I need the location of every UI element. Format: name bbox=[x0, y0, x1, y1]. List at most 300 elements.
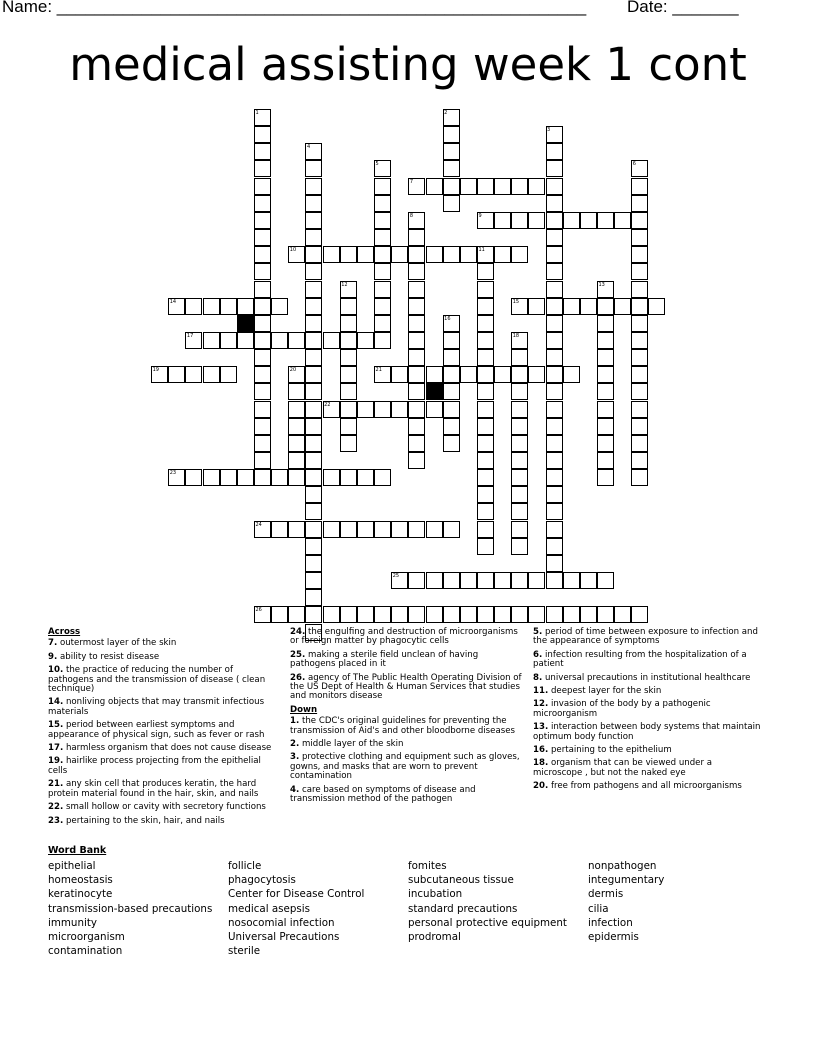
grid-cell[interactable] bbox=[237, 469, 254, 486]
grid-cell[interactable] bbox=[357, 469, 374, 486]
grid-cell[interactable] bbox=[494, 246, 511, 263]
grid-cell[interactable] bbox=[597, 212, 614, 229]
grid-cell[interactable] bbox=[511, 366, 528, 383]
grid-cell[interactable] bbox=[511, 178, 528, 195]
grid-cell[interactable] bbox=[408, 435, 425, 452]
grid-cell[interactable] bbox=[511, 401, 528, 418]
grid-cell[interactable] bbox=[443, 246, 460, 263]
grid-cell[interactable] bbox=[357, 332, 374, 349]
grid-cell[interactable] bbox=[340, 383, 357, 400]
grid-cell[interactable] bbox=[477, 469, 494, 486]
grid-cell[interactable] bbox=[528, 572, 545, 589]
grid-cell[interactable] bbox=[546, 298, 563, 315]
grid-cell[interactable] bbox=[631, 281, 648, 298]
grid-cell[interactable] bbox=[254, 263, 271, 280]
grid-cell[interactable] bbox=[580, 572, 597, 589]
grid-cell[interactable] bbox=[254, 212, 271, 229]
grid-cell[interactable] bbox=[271, 298, 288, 315]
grid-cell[interactable] bbox=[631, 435, 648, 452]
grid-cell[interactable] bbox=[631, 246, 648, 263]
grid-cell[interactable] bbox=[511, 538, 528, 555]
grid-cell[interactable] bbox=[614, 606, 631, 623]
grid-cell[interactable] bbox=[391, 521, 408, 538]
grid-cell[interactable] bbox=[631, 349, 648, 366]
grid-cell[interactable] bbox=[408, 246, 425, 263]
grid-cell[interactable] bbox=[580, 212, 597, 229]
grid-cell[interactable] bbox=[408, 315, 425, 332]
grid-cell[interactable] bbox=[408, 332, 425, 349]
grid-cell[interactable] bbox=[374, 281, 391, 298]
grid-cell[interactable] bbox=[477, 521, 494, 538]
grid-cell[interactable] bbox=[494, 178, 511, 195]
grid-cell[interactable] bbox=[185, 298, 202, 315]
grid-cell[interactable] bbox=[477, 332, 494, 349]
grid-cell[interactable] bbox=[460, 606, 477, 623]
grid-cell[interactable] bbox=[597, 606, 614, 623]
grid-cell[interactable] bbox=[305, 401, 322, 418]
grid-cell[interactable] bbox=[511, 521, 528, 538]
grid-cell[interactable] bbox=[185, 469, 202, 486]
grid-cell[interactable] bbox=[340, 315, 357, 332]
grid-cell[interactable] bbox=[631, 195, 648, 212]
grid-cell[interactable] bbox=[631, 263, 648, 280]
grid-cell[interactable] bbox=[374, 521, 391, 538]
grid-cell[interactable] bbox=[305, 486, 322, 503]
grid-cell[interactable] bbox=[477, 315, 494, 332]
grid-cell[interactable] bbox=[546, 195, 563, 212]
grid-cell[interactable] bbox=[597, 435, 614, 452]
grid-cell[interactable] bbox=[374, 298, 391, 315]
grid-cell[interactable] bbox=[597, 366, 614, 383]
grid-cell[interactable] bbox=[511, 486, 528, 503]
grid-cell[interactable] bbox=[546, 246, 563, 263]
grid-cell[interactable] bbox=[546, 606, 563, 623]
grid-cell[interactable] bbox=[597, 572, 614, 589]
grid-cell[interactable] bbox=[563, 572, 580, 589]
grid-cell[interactable] bbox=[340, 298, 357, 315]
grid-cell[interactable] bbox=[426, 572, 443, 589]
grid-cell[interactable] bbox=[528, 606, 545, 623]
grid-cell[interactable] bbox=[305, 332, 322, 349]
grid-cell[interactable] bbox=[494, 366, 511, 383]
grid-cell[interactable] bbox=[254, 349, 271, 366]
grid-cell[interactable] bbox=[271, 521, 288, 538]
grid-cell[interactable] bbox=[511, 246, 528, 263]
grid-cell[interactable] bbox=[597, 315, 614, 332]
grid-cell[interactable] bbox=[254, 160, 271, 177]
grid-cell[interactable] bbox=[254, 195, 271, 212]
grid-cell[interactable] bbox=[477, 606, 494, 623]
grid-cell[interactable] bbox=[477, 263, 494, 280]
grid-cell[interactable] bbox=[323, 332, 340, 349]
grid-cell[interactable] bbox=[374, 246, 391, 263]
grid-cell[interactable] bbox=[443, 401, 460, 418]
grid-cell[interactable] bbox=[391, 246, 408, 263]
grid-cell[interactable] bbox=[288, 418, 305, 435]
grid-cell[interactable] bbox=[305, 229, 322, 246]
grid-cell[interactable] bbox=[408, 401, 425, 418]
grid-cell[interactable] bbox=[408, 349, 425, 366]
grid-cell[interactable] bbox=[237, 332, 254, 349]
grid-cell[interactable] bbox=[477, 503, 494, 520]
grid-cell[interactable] bbox=[271, 606, 288, 623]
grid-cell[interactable] bbox=[631, 315, 648, 332]
grid-cell[interactable] bbox=[305, 281, 322, 298]
grid-cell[interactable] bbox=[631, 366, 648, 383]
grid-cell[interactable] bbox=[546, 332, 563, 349]
grid-cell[interactable] bbox=[305, 589, 322, 606]
grid-cell[interactable] bbox=[631, 452, 648, 469]
grid-cell[interactable] bbox=[185, 366, 202, 383]
grid-cell[interactable] bbox=[254, 418, 271, 435]
grid-cell[interactable] bbox=[340, 401, 357, 418]
grid-cell[interactable] bbox=[546, 178, 563, 195]
grid-cell[interactable] bbox=[546, 401, 563, 418]
grid-cell[interactable] bbox=[443, 606, 460, 623]
grid-cell[interactable] bbox=[631, 383, 648, 400]
grid-cell[interactable] bbox=[357, 521, 374, 538]
grid-cell[interactable] bbox=[477, 298, 494, 315]
grid-cell[interactable] bbox=[391, 606, 408, 623]
grid-cell[interactable] bbox=[374, 469, 391, 486]
grid-cell[interactable] bbox=[203, 332, 220, 349]
grid-cell[interactable] bbox=[460, 572, 477, 589]
grid-cell[interactable] bbox=[323, 469, 340, 486]
grid-cell[interactable] bbox=[374, 178, 391, 195]
grid-cell[interactable] bbox=[477, 178, 494, 195]
clue-item-number: 10. bbox=[48, 665, 64, 676]
grid-cell[interactable] bbox=[305, 178, 322, 195]
grid-cell[interactable] bbox=[340, 435, 357, 452]
grid-cell[interactable] bbox=[340, 418, 357, 435]
grid-cell[interactable] bbox=[460, 246, 477, 263]
grid-cell[interactable] bbox=[288, 401, 305, 418]
grid-cell[interactable] bbox=[340, 469, 357, 486]
grid-cell[interactable] bbox=[374, 195, 391, 212]
grid-cell[interactable] bbox=[374, 606, 391, 623]
grid-cell[interactable] bbox=[528, 366, 545, 383]
grid-cell[interactable] bbox=[426, 606, 443, 623]
grid-cell[interactable] bbox=[546, 435, 563, 452]
grid-cell[interactable] bbox=[546, 572, 563, 589]
grid-cell[interactable] bbox=[614, 298, 631, 315]
grid-cell[interactable] bbox=[443, 383, 460, 400]
grid-cell[interactable] bbox=[254, 469, 271, 486]
grid-cell[interactable] bbox=[374, 263, 391, 280]
grid-cell[interactable] bbox=[288, 383, 305, 400]
grid-cell[interactable] bbox=[305, 538, 322, 555]
grid-cell[interactable] bbox=[203, 366, 220, 383]
grid-cell[interactable] bbox=[357, 606, 374, 623]
grid-cell[interactable] bbox=[563, 212, 580, 229]
grid-cell[interactable] bbox=[477, 401, 494, 418]
grid-cell[interactable] bbox=[305, 383, 322, 400]
grid-cell[interactable] bbox=[477, 572, 494, 589]
grid-cell[interactable] bbox=[305, 195, 322, 212]
grid-cell[interactable] bbox=[443, 332, 460, 349]
grid-cell[interactable] bbox=[168, 366, 185, 383]
grid-cell[interactable] bbox=[597, 418, 614, 435]
date-field[interactable]: Date: _______ bbox=[627, 0, 739, 16]
grid-cell[interactable] bbox=[357, 246, 374, 263]
grid-cell[interactable] bbox=[511, 212, 528, 229]
grid-cell[interactable] bbox=[254, 452, 271, 469]
grid-cell[interactable] bbox=[271, 469, 288, 486]
grid-cell[interactable] bbox=[408, 263, 425, 280]
grid-cell[interactable] bbox=[546, 452, 563, 469]
grid-cell[interactable] bbox=[631, 212, 648, 229]
grid-cell[interactable] bbox=[305, 555, 322, 572]
grid-cell[interactable] bbox=[546, 160, 563, 177]
grid-cell[interactable] bbox=[271, 332, 288, 349]
grid-cell[interactable] bbox=[546, 229, 563, 246]
grid-cell[interactable] bbox=[443, 435, 460, 452]
grid-cell[interactable] bbox=[443, 418, 460, 435]
grid-cell[interactable] bbox=[477, 366, 494, 383]
grid-cell[interactable] bbox=[511, 383, 528, 400]
grid-cell[interactable] bbox=[477, 418, 494, 435]
clue-number: 1 bbox=[255, 110, 259, 116]
grid-cell[interactable] bbox=[340, 366, 357, 383]
grid-cell[interactable] bbox=[597, 383, 614, 400]
grid-cell[interactable] bbox=[494, 572, 511, 589]
grid-cell[interactable] bbox=[546, 469, 563, 486]
grid-cell[interactable] bbox=[546, 521, 563, 538]
grid-cell[interactable] bbox=[408, 281, 425, 298]
grid-cell[interactable] bbox=[254, 315, 271, 332]
grid-cell[interactable] bbox=[494, 606, 511, 623]
grid-cell[interactable] bbox=[631, 332, 648, 349]
grid-cell[interactable] bbox=[580, 606, 597, 623]
grid-cell[interactable] bbox=[648, 298, 665, 315]
grid-cell[interactable] bbox=[426, 366, 443, 383]
word-bank-column-4 bbox=[588, 859, 664, 944]
grid-cell[interactable] bbox=[237, 298, 254, 315]
grid-cell[interactable] bbox=[443, 521, 460, 538]
grid-cell[interactable] bbox=[443, 572, 460, 589]
grid-cell[interactable] bbox=[546, 263, 563, 280]
clue-item-number: 18. bbox=[533, 758, 549, 769]
grid-cell[interactable] bbox=[597, 469, 614, 486]
grid-cell[interactable] bbox=[426, 401, 443, 418]
grid-cell[interactable] bbox=[305, 366, 322, 383]
grid-cell[interactable] bbox=[511, 435, 528, 452]
grid-cell[interactable] bbox=[408, 521, 425, 538]
grid-cell[interactable] bbox=[546, 212, 563, 229]
grid-cell[interactable] bbox=[288, 469, 305, 486]
grid-cell[interactable] bbox=[408, 606, 425, 623]
grid-cell[interactable] bbox=[477, 452, 494, 469]
grid-cell[interactable] bbox=[288, 521, 305, 538]
grid-cell[interactable] bbox=[340, 332, 357, 349]
grid-cell[interactable] bbox=[305, 212, 322, 229]
grid-cell[interactable] bbox=[408, 229, 425, 246]
grid-cell[interactable] bbox=[597, 401, 614, 418]
grid-cell[interactable] bbox=[254, 435, 271, 452]
grid-cell[interactable] bbox=[477, 486, 494, 503]
grid-cell[interactable] bbox=[443, 160, 460, 177]
clue-item-number: 12. bbox=[533, 699, 549, 710]
grid-cell[interactable] bbox=[408, 383, 425, 400]
grid-cell[interactable] bbox=[460, 366, 477, 383]
grid-cell[interactable] bbox=[528, 298, 545, 315]
grid-cell[interactable] bbox=[443, 126, 460, 143]
grid-cell[interactable] bbox=[305, 503, 322, 520]
grid-cell[interactable] bbox=[511, 349, 528, 366]
grid-cell[interactable] bbox=[631, 229, 648, 246]
grid-cell[interactable] bbox=[546, 315, 563, 332]
grid-cell[interactable] bbox=[254, 229, 271, 246]
grid-cell[interactable] bbox=[511, 452, 528, 469]
name-field[interactable]: Name: ________________________________________________________ bbox=[2, 0, 587, 16]
grid-cell[interactable] bbox=[254, 401, 271, 418]
grid-cell[interactable] bbox=[340, 246, 357, 263]
grid-cell[interactable] bbox=[477, 435, 494, 452]
grid-cell[interactable] bbox=[546, 555, 563, 572]
grid-cell[interactable] bbox=[288, 452, 305, 469]
grid-cell[interactable] bbox=[511, 418, 528, 435]
grid-cell[interactable] bbox=[408, 572, 425, 589]
grid-cell[interactable] bbox=[254, 366, 271, 383]
grid-cell[interactable] bbox=[546, 503, 563, 520]
grid-cell[interactable] bbox=[305, 418, 322, 435]
grid-cell[interactable] bbox=[443, 178, 460, 195]
grid-cell[interactable] bbox=[408, 418, 425, 435]
grid-cell[interactable] bbox=[305, 452, 322, 469]
grid-cell[interactable] bbox=[546, 486, 563, 503]
grid-cell[interactable] bbox=[408, 298, 425, 315]
grid-cell[interactable] bbox=[597, 452, 614, 469]
grid-cell[interactable] bbox=[580, 298, 597, 315]
grid-cell[interactable] bbox=[546, 418, 563, 435]
grid-cell[interactable] bbox=[477, 281, 494, 298]
grid-cell[interactable] bbox=[443, 143, 460, 160]
grid-cell[interactable] bbox=[254, 143, 271, 160]
grid-cell[interactable] bbox=[511, 606, 528, 623]
grid-cell[interactable] bbox=[631, 606, 648, 623]
grid-cell[interactable] bbox=[203, 469, 220, 486]
grid-cell[interactable] bbox=[528, 178, 545, 195]
grid-cell[interactable] bbox=[374, 332, 391, 349]
grid-cell[interactable] bbox=[220, 298, 237, 315]
grid-cell[interactable] bbox=[288, 435, 305, 452]
grid-cell[interactable] bbox=[323, 521, 340, 538]
grid-cell[interactable] bbox=[374, 315, 391, 332]
grid-cell[interactable] bbox=[443, 195, 460, 212]
grid-cell[interactable] bbox=[305, 315, 322, 332]
grid-cell[interactable] bbox=[254, 126, 271, 143]
grid-cell[interactable] bbox=[563, 298, 580, 315]
grid-cell[interactable] bbox=[631, 469, 648, 486]
grid-cell[interactable] bbox=[477, 538, 494, 555]
grid-cell[interactable] bbox=[546, 281, 563, 298]
grid-cell[interactable] bbox=[323, 606, 340, 623]
grid-cell[interactable] bbox=[597, 332, 614, 349]
grid-cell[interactable] bbox=[443, 366, 460, 383]
grid-cell[interactable] bbox=[340, 606, 357, 623]
grid-cell[interactable] bbox=[511, 503, 528, 520]
grid-cell[interactable] bbox=[477, 383, 494, 400]
grid-cell[interactable] bbox=[631, 298, 648, 315]
grid-cell[interactable] bbox=[305, 469, 322, 486]
grid-cell[interactable] bbox=[563, 366, 580, 383]
grid-cell[interactable] bbox=[391, 401, 408, 418]
grid-cell[interactable] bbox=[254, 332, 271, 349]
grid-cell[interactable] bbox=[426, 178, 443, 195]
grid-cell[interactable] bbox=[614, 212, 631, 229]
grid-cell[interactable] bbox=[254, 178, 271, 195]
down-clue-list bbox=[290, 717, 522, 804]
grid-cell[interactable] bbox=[220, 366, 237, 383]
grid-cell[interactable] bbox=[203, 298, 220, 315]
grid-cell[interactable] bbox=[305, 298, 322, 315]
clue-item-text: agency of The Public Health Operating Division of the US Dept of Health & Human Services that studies and monitors disease bbox=[290, 672, 522, 702]
grid-cell[interactable] bbox=[374, 229, 391, 246]
grid-cell[interactable] bbox=[374, 401, 391, 418]
grid-cell[interactable] bbox=[340, 521, 357, 538]
grid-cell[interactable] bbox=[477, 349, 494, 366]
grid-cell[interactable] bbox=[305, 263, 322, 280]
grid-cell[interactable] bbox=[305, 246, 322, 263]
grid-cell[interactable] bbox=[408, 366, 425, 383]
grid-cell[interactable] bbox=[220, 332, 237, 349]
grid-cell[interactable] bbox=[631, 418, 648, 435]
grid-cell[interactable] bbox=[254, 298, 271, 315]
grid-cell[interactable] bbox=[254, 281, 271, 298]
grid-cell[interactable] bbox=[426, 246, 443, 263]
clue-item-text: universal precautions in institutional healthcare bbox=[542, 672, 751, 683]
grid-cell[interactable] bbox=[357, 401, 374, 418]
grid-cell[interactable] bbox=[546, 366, 563, 383]
grid-cell[interactable] bbox=[288, 606, 305, 623]
grid-cell[interactable] bbox=[546, 349, 563, 366]
grid-cell[interactable] bbox=[426, 521, 443, 538]
grid-cell[interactable] bbox=[546, 538, 563, 555]
grid-cell[interactable] bbox=[391, 366, 408, 383]
grid-cell[interactable] bbox=[511, 572, 528, 589]
grid-cell[interactable] bbox=[631, 178, 648, 195]
grid-cell[interactable] bbox=[511, 469, 528, 486]
grid-cell[interactable] bbox=[494, 212, 511, 229]
grid-cell[interactable] bbox=[254, 383, 271, 400]
grid-cell[interactable] bbox=[254, 246, 271, 263]
grid-cell[interactable] bbox=[323, 246, 340, 263]
grid-cell[interactable] bbox=[305, 606, 322, 623]
grid-cell[interactable] bbox=[597, 298, 614, 315]
grid-cell[interactable] bbox=[305, 349, 322, 366]
grid-cell[interactable] bbox=[220, 469, 237, 486]
grid-cell[interactable] bbox=[305, 521, 322, 538]
grid-cell[interactable] bbox=[546, 143, 563, 160]
grid-cell[interactable] bbox=[305, 160, 322, 177]
grid-cell[interactable] bbox=[460, 178, 477, 195]
grid-cell[interactable] bbox=[563, 606, 580, 623]
grid-cell[interactable] bbox=[408, 452, 425, 469]
grid-cell[interactable] bbox=[288, 332, 305, 349]
grid-cell[interactable] bbox=[443, 349, 460, 366]
grid-cell[interactable] bbox=[305, 572, 322, 589]
grid-cell[interactable] bbox=[340, 349, 357, 366]
clue-item-text: nonliving objects that may transmit infectious materials bbox=[48, 697, 265, 717]
grid-cell[interactable] bbox=[374, 212, 391, 229]
word-bank-item: cilia bbox=[588, 902, 609, 915]
grid-cell[interactable] bbox=[546, 383, 563, 400]
grid-cell[interactable] bbox=[528, 212, 545, 229]
grid-cell[interactable] bbox=[631, 401, 648, 418]
grid-cell[interactable] bbox=[597, 349, 614, 366]
clue-item-text: middle layer of the skin bbox=[299, 739, 404, 750]
grid-cell[interactable] bbox=[305, 435, 322, 452]
